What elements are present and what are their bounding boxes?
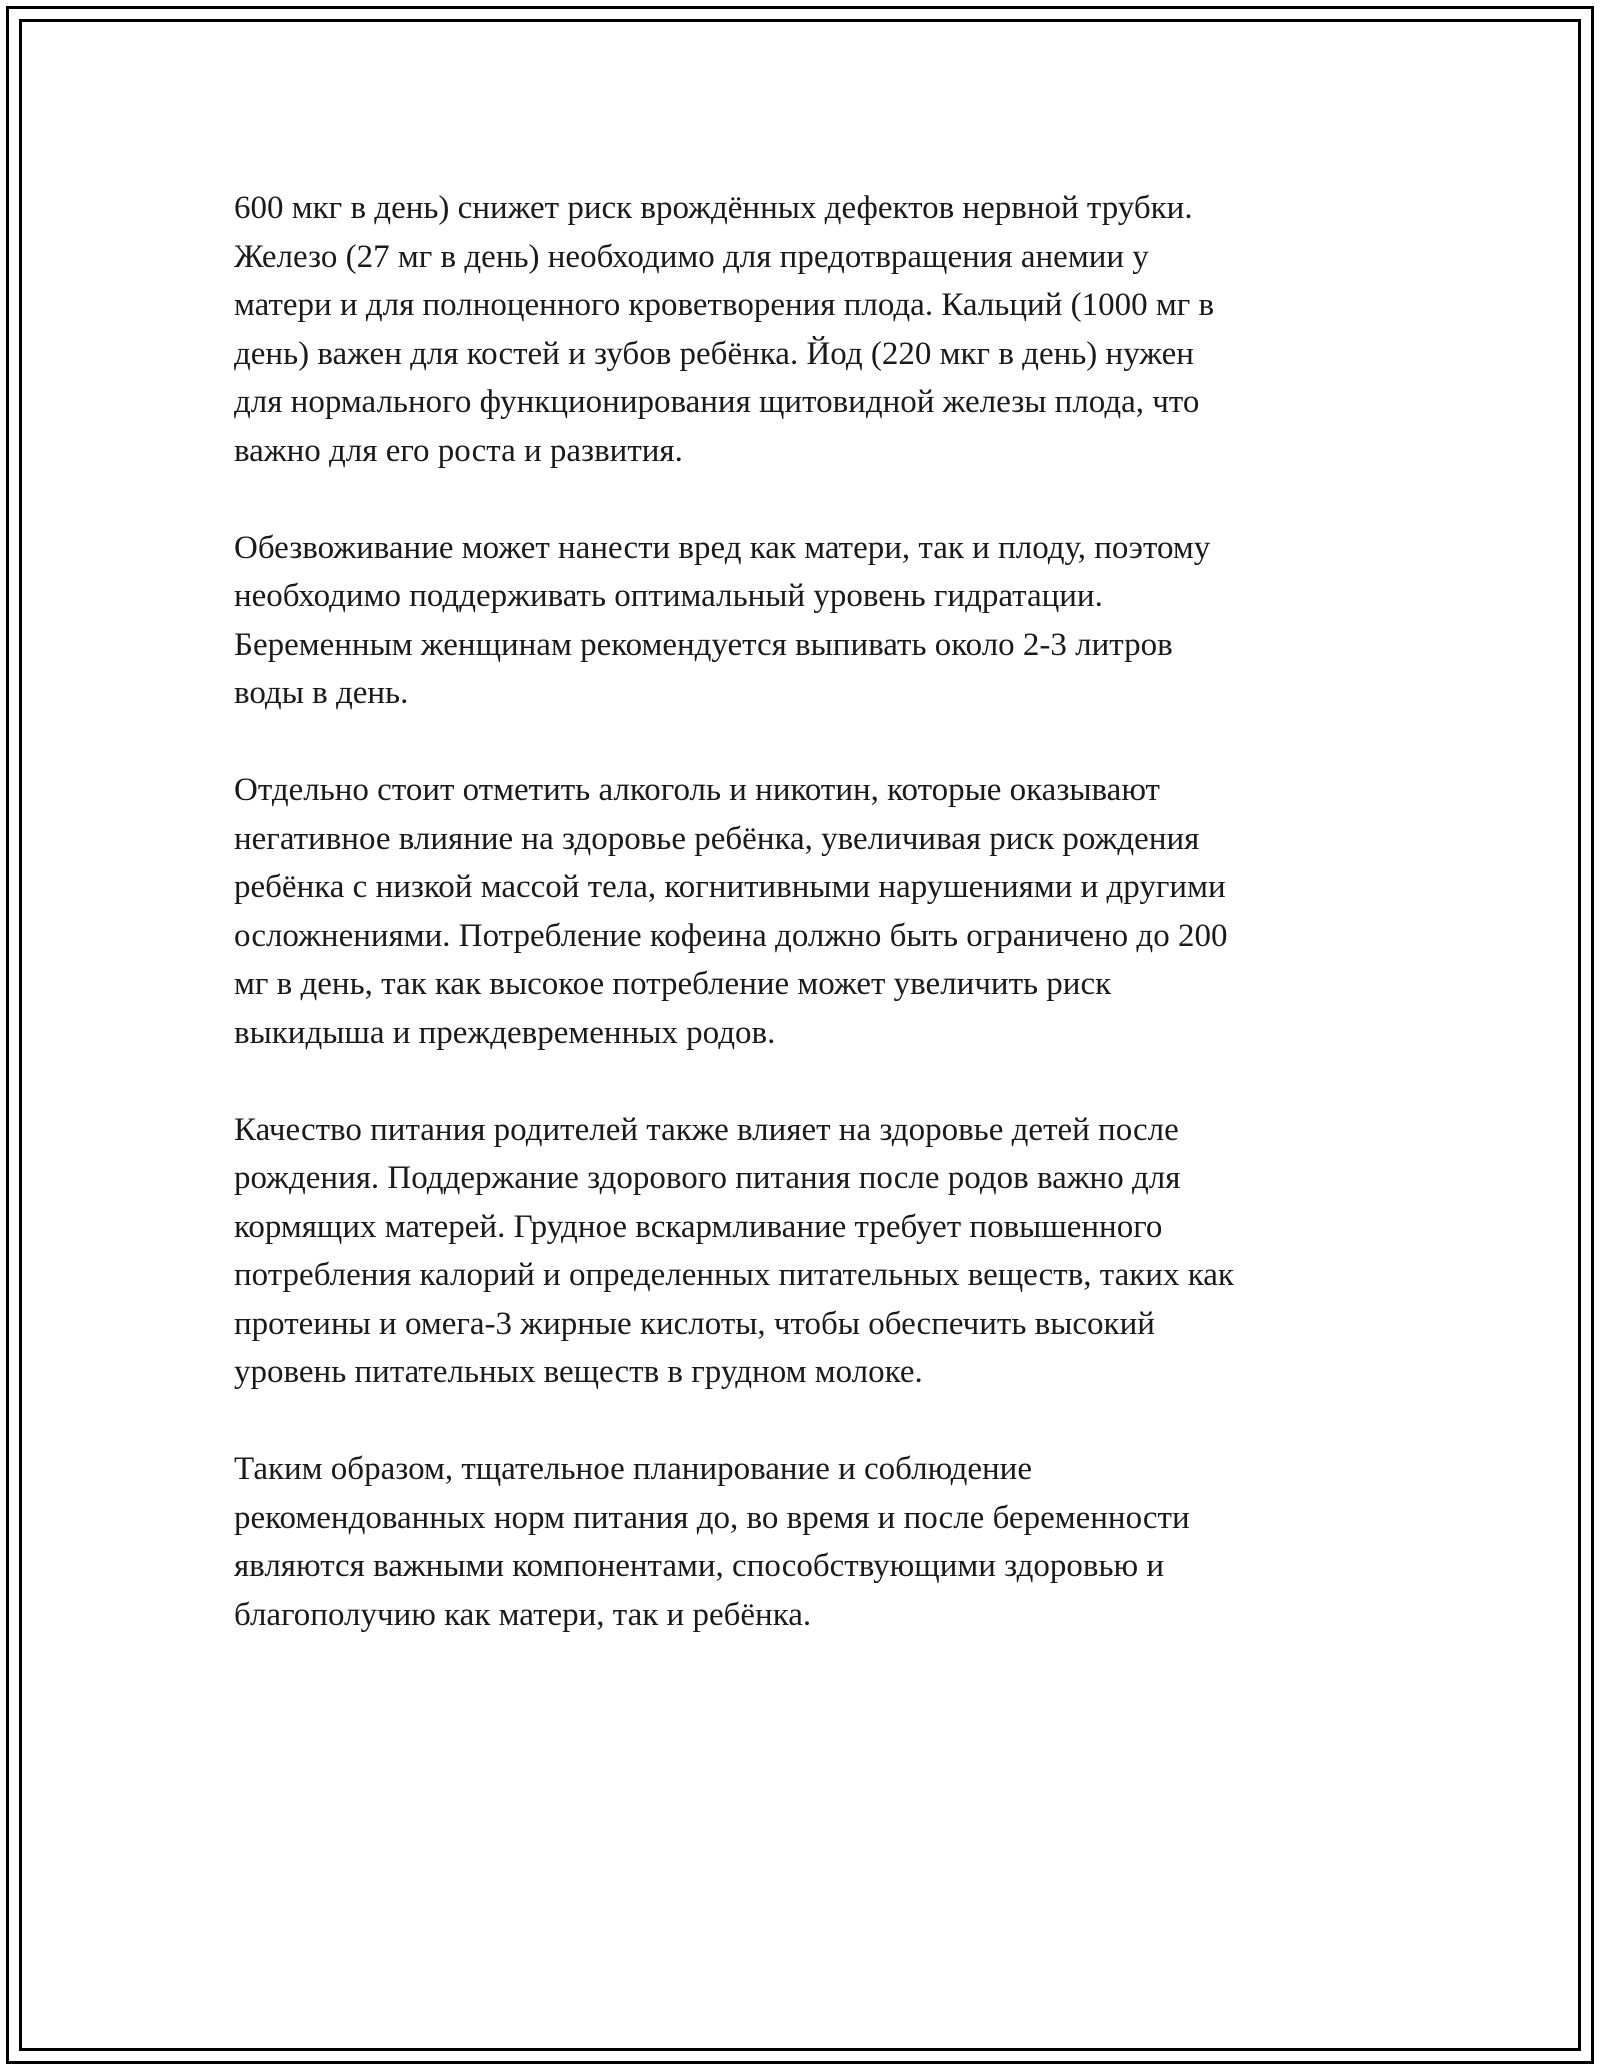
text-line: уровень питательных веществ в грудном молоке.	[234, 1354, 923, 1390]
text-line: благополучию как матери, так и ребёнка.	[234, 1596, 812, 1633]
text-line: ребёнка с низкой массой тела, когнитивными нарушениями и другими	[234, 869, 1226, 905]
text-line: необходимо поддерживать оптимальный уровень гидратации.	[234, 578, 1103, 614]
text-line: осложнениями. Потребление кофеина должно быть ограничено до 200	[234, 917, 1228, 954]
text-line: являются важными компонентами, способствующими здоровью и	[234, 1548, 1165, 1584]
paragraph-breastfeeding	[234, 1106, 1364, 1397]
text-line: воды в день.	[234, 675, 409, 711]
document-body	[234, 184, 1364, 1688]
text-line: важно для его роста и развития.	[234, 432, 683, 469]
text-line: матери и для полноценного кроветворения плода. Кальций (1000 мг в	[234, 287, 1215, 323]
text-line: Качество питания родителей также влияет на здоровье детей после	[234, 1111, 1179, 1148]
text-line: потребления калорий и определенных питательных веществ, таких как	[234, 1257, 1234, 1293]
text-line: Обезвоживание может нанести вред как матери, так и плоду, поэтому	[234, 529, 1211, 566]
paragraph-nutrients	[234, 184, 1364, 475]
text-line: негативное влияние на здоровье ребёнка, увеличивая риск рождения	[234, 820, 1200, 857]
text-line: день) важен для костей и зубов ребёнка. Йод (220 мкг в день) нужен	[234, 335, 1194, 372]
text-line: рекомендованных норм питания до, во время и после беременности	[234, 1499, 1190, 1536]
text-line: выкидыша и преждевременных родов.	[234, 1014, 776, 1051]
text-line: для нормального функционирования щитовидной железы плода, что	[234, 384, 1200, 420]
paragraph-conclusion	[234, 1445, 1364, 1639]
text-line: мг в день, так как высокое потребление может увеличить риск	[234, 966, 1112, 1002]
text-line: 600 мкг в день) снижет риск врождённых дефектов нервной трубки.	[234, 190, 1193, 226]
paragraph-alcohol-nicotine	[234, 766, 1364, 1057]
text-line: Беременным женщинам рекомендуется выпивать около 2-3 литров	[234, 626, 1173, 663]
text-line: Отдельно стоит отметить алкоголь и никотин, которые оказывают	[234, 772, 1160, 808]
text-line: протеины и омега-3 жирные кислоты, чтобы обеспечить высокий	[234, 1305, 1155, 1342]
text-line: Таким образом, тщательное планирование и соблюдение	[234, 1451, 1032, 1487]
paragraph-hydration	[234, 524, 1364, 718]
text-line: рождения. Поддержание здорового питания после родов важно для	[234, 1160, 1181, 1196]
text-line: Железо (27 мг в день) необходимо для предотвращения анемии у	[234, 238, 1149, 275]
text-line: кормящих матерей. Грудное вскармливание требует повышенного	[234, 1208, 1163, 1245]
